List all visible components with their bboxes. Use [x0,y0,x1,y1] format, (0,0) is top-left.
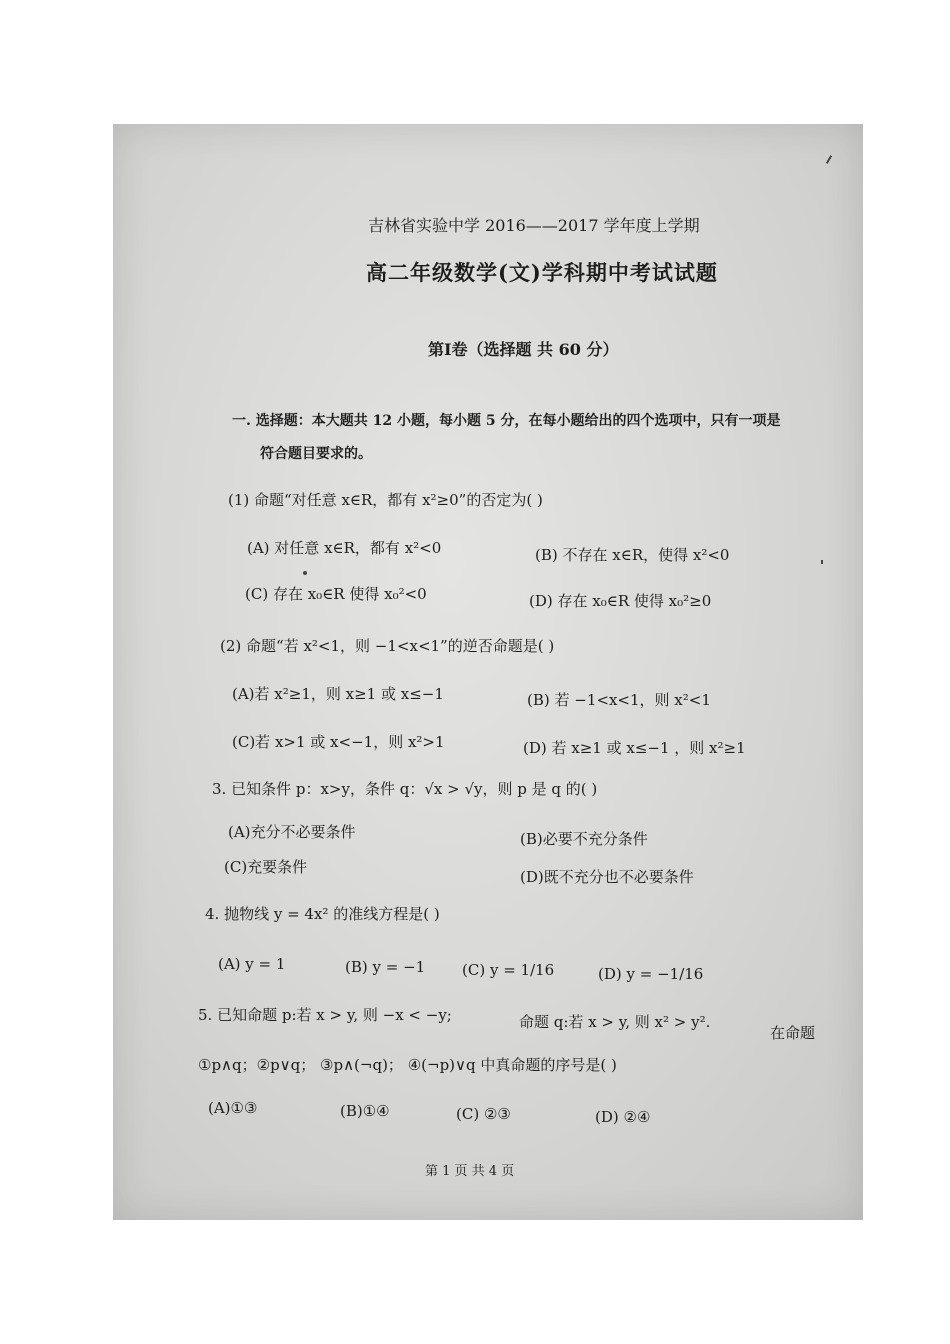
school-year-line: 吉林省实验中学 2016——2017 学年度上学期 [368,216,700,235]
question-3-option-d: (D)既不充分也不必要条件 [520,868,694,886]
scan-speck [303,571,307,575]
question-4-option-b: (B) y = −1 [345,958,426,976]
question-1-option-b: (B) 不存在 x∈R，使得 x²<0 [535,546,730,564]
question-4-option-a: (A) y = 1 [218,955,286,973]
section-instruction-line2: 符合题目要求的。 [260,446,372,462]
question-3-option-c: (C)充要条件 [224,858,308,876]
question-5-option-d: (D) ②④ [595,1108,651,1126]
question-1-option-c: (C) 存在 x₀∈R 使得 x₀²<0 [245,585,427,603]
page-number: 第 1 页 共 4 页 [425,1164,515,1179]
question-2-stem: (2) 命题“若 x²<1，则 −1<x<1”的逆否命题是( ) [220,637,555,655]
question-2-option-b: (B) 若 −1<x<1，则 x²<1 [527,691,711,709]
question-4-option-c: (C) y = 1/16 [462,961,555,979]
question-5-option-a: (A)①③ [208,1099,258,1117]
question-2-option-c: (C)若 x>1 或 x<−1，则 x²>1 [232,733,445,751]
question-3-stem: 3. 已知条件 p：x>y，条件 q：√x > √y，则 p 是 q 的( ) [212,780,598,798]
question-2-option-d: (D) 若 x≥1 或 x≤−1 ，则 x²≥1 [523,739,746,757]
scan-speck [821,560,823,564]
question-2-option-a: (A)若 x²≥1，则 x≥1 或 x≤−1 [232,685,444,703]
question-1-stem: (1) 命题“对任意 x∈R，都有 x²≥0”的否定为( ) [228,491,543,509]
question-5-option-c: (C) ②③ [456,1105,511,1123]
question-5-stem-part3: 在命题 [770,1024,816,1042]
question-5-stem-line2: ①p∧q；②p∨q； ③p∧(¬q)； ④(¬p)∨q 中真命题的序号是( ) [198,1056,617,1074]
section-instruction-line1: 一. 选择题：本大题共 12 小题，每小题 5 分，在每小题给出的四个选项中，只有一项是 [232,413,781,429]
question-5-stem-part1: 5. 已知命题 p:若 x > y, 则 −x < −y; [198,1006,452,1024]
question-1-option-d: (D) 存在 x₀∈R 使得 x₀²≥0 [529,592,712,610]
question-3-option-a: (A)充分不必要条件 [228,823,356,841]
question-5-stem-part2: 命题 q:若 x > y, 则 x² > y². [519,1013,711,1031]
exam-title: 高二年级数学(文)学科期中考试试题 [366,260,718,285]
question-4-stem: 4. 抛物线 y = 4x² 的准线方程是( ) [205,905,440,923]
question-1-option-a: (A) 对任意 x∈R，都有 x²<0 [247,539,442,557]
question-5-option-b: (B)①④ [340,1102,390,1120]
volume-title: 第Ⅰ卷（选择题 共 60 分） [428,340,619,359]
question-4-option-d: (D) y = −1/16 [598,965,704,983]
question-3-option-b: (B)必要不充分条件 [520,830,648,848]
